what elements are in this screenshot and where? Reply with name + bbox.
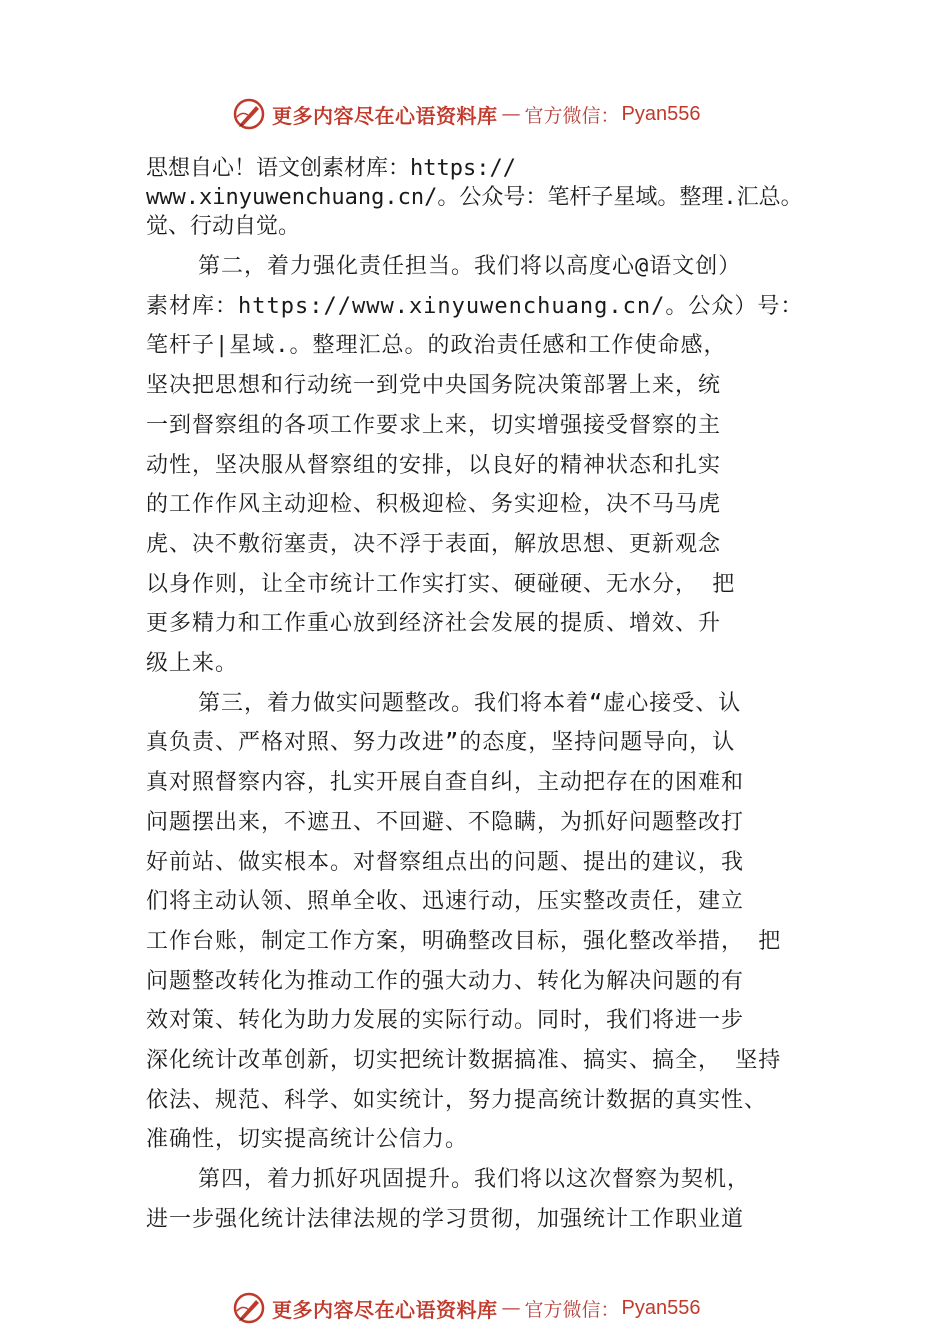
text-line: 深化统计改革创新，切实把统计数据搞准、搞实、搞全， 坚持	[146, 1048, 782, 1074]
banner-wechat-label: 官方微信：	[524, 104, 620, 127]
text-line: 动性，坚决服从督察组的安排，以良好的精神状态和扎实	[146, 452, 722, 478]
text-line: www.xinyuwenchuang.cn/。公众号：笔杆子星域。整理.汇总。	[146, 185, 803, 210]
watermark-banner-bottom	[232, 1290, 700, 1326]
text-line: 觉、行动自觉。	[146, 214, 301, 239]
text-line: 准确性，切实提高统计公信力。	[146, 1127, 469, 1153]
text-line: 的工作作风主动迎检、积极迎检、务实迎检，决不马马虎	[146, 492, 722, 518]
document-body	[146, 154, 846, 1240]
text-line: 问题整改转化为推动工作的强大动力、转化为解决问题的有	[146, 968, 745, 994]
text-line: 素材库：https://www.xinyuwenchuang.cn/。公众）号：	[146, 293, 804, 319]
text-line: 思想自心！语文创素材库：https://	[146, 156, 516, 181]
paragraph-first-line: 第三，着力做实问题整改。我们将本着“虚心接受、认	[198, 690, 742, 716]
text-line: 级上来。	[146, 651, 239, 677]
banner-text: 更多内容尽在心语资料库	[272, 103, 498, 128]
text-line: 问题摆出来，不遮丑、不回避、不隐瞒，为抓好问题整改打	[146, 809, 745, 835]
intro-lines	[146, 154, 846, 241]
text-line: 真对照督察内容，扎实开展自查自纠，主动把存在的困难和	[146, 770, 745, 796]
paragraph-first-line: 第四，着力抓好巩固提升。我们将以这次督察为契机，	[198, 1167, 751, 1193]
body-lines	[146, 247, 846, 1240]
pen-logo-icon	[232, 97, 266, 131]
text-line: 更多精力和工作重心放到经济社会发展的提质、增效、升	[146, 611, 722, 637]
watermark-banner-top	[232, 96, 700, 132]
text-line: 效对策、转化为助力发展的实际行动。同时，我们将进一步	[146, 1008, 745, 1034]
text-line: 进一步强化统计法律法规的学习贯彻，加强统计工作职业道	[146, 1206, 745, 1232]
banner-dash: —	[501, 103, 521, 125]
banner-wechat-id: Pyan556	[621, 1296, 701, 1319]
text-line: 工作台账，制定工作方案，明确整改目标，强化整改举措， 把	[146, 928, 782, 954]
banner-wechat-id: Pyan556	[621, 102, 701, 125]
text-line: 笔杆子|星域.。整理汇总。的政治责任感和工作使命感，	[146, 333, 727, 359]
text-line: 好前站、做实根本。对督察组点出的问题、提出的建议，我	[146, 849, 745, 875]
pen-logo-icon	[232, 1291, 266, 1325]
banner-text: 更多内容尽在心语资料库	[272, 1297, 498, 1322]
banner-wechat-label: 官方微信：	[524, 1298, 620, 1321]
text-line: 一到督察组的各项工作要求上来，切实增强接受督察的主	[146, 412, 722, 438]
text-line: 虎、决不敷衍塞责，决不浮于表面，解放思想、更新观念	[146, 531, 722, 557]
text-line: 依法、规范、科学、如实统计，努力提高统计数据的真实性、	[146, 1087, 768, 1113]
text-line: 们将主动认领、照单全收、迅速行动，压实整改责任，建立	[146, 889, 745, 915]
text-line: 坚决把思想和行动统一到党中央国务院决策部署上来，统	[146, 373, 722, 399]
text-line: 真负责、严格对照、努力改进”的态度，坚持问题导向，认	[146, 730, 736, 756]
text-line: 以身作则，让全市统计工作实打实、硬碰硬、无水分， 把	[146, 571, 736, 597]
banner-dash: —	[501, 1297, 521, 1319]
paragraph-first-line: 第二，着力强化责任担当。我们将以高度心@语文创）	[198, 254, 742, 279]
